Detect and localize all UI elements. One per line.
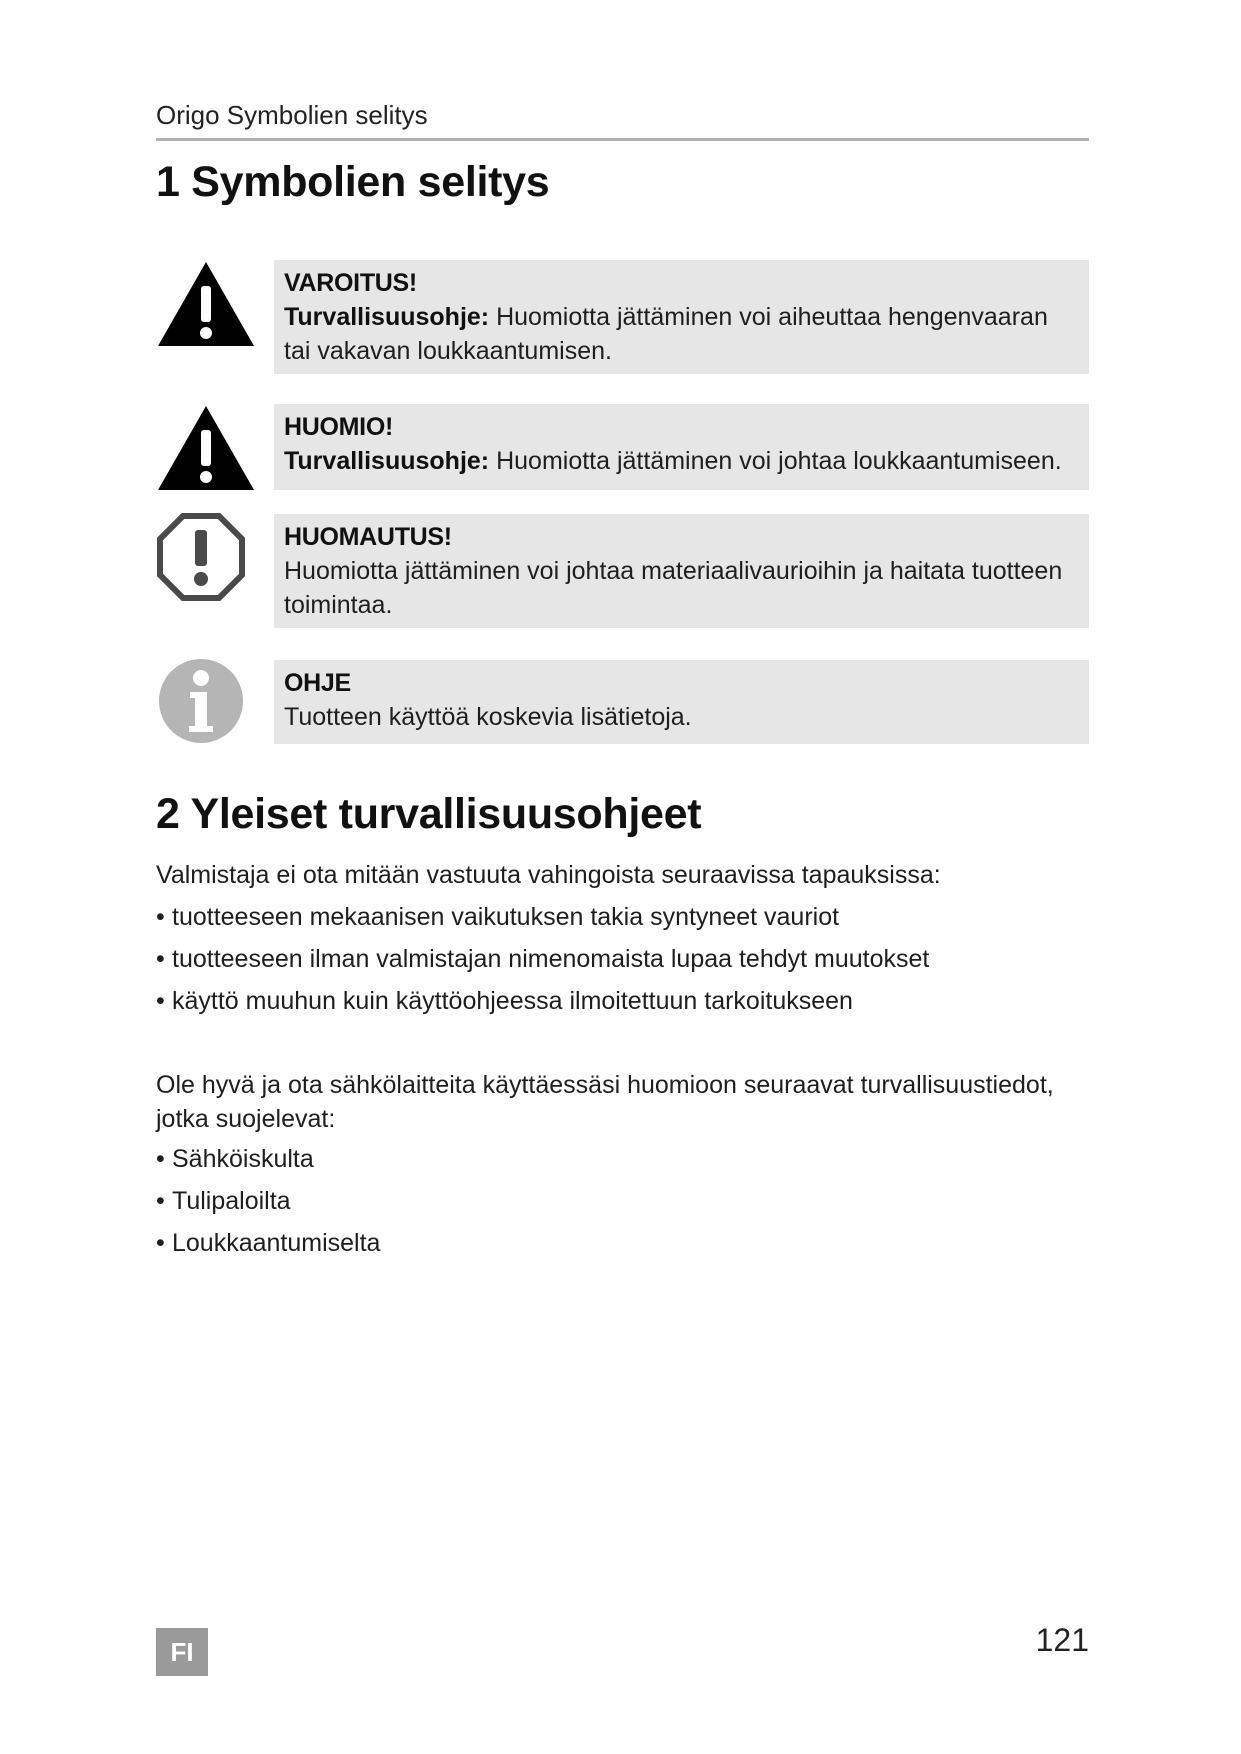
- list-item: • käyttö muuhun kuin käyttöohjeessa ilmoitettuun tarkoitukseen: [156, 984, 1089, 1026]
- caution-triangle-icon: [156, 404, 256, 494]
- bullet-icon: •: [156, 1145, 165, 1173]
- notice-caution-body: Huomiotta jättäminen voi johtaa loukkaantumiseen.: [489, 447, 1062, 475]
- page-number: 121: [1035, 1622, 1089, 1658]
- bullet-icon: •: [156, 903, 165, 931]
- notice-octagon-icon: [156, 512, 256, 602]
- safety-intro: Ole hyvä ja ota sähkölaitteita käyttäessäsi huomioon seuraavat turvallisuustiedot, jotka suojelevat:: [156, 1071, 1054, 1133]
- running-header: Origo Symbolien selitys: [156, 100, 428, 130]
- notice-note-title: HUOMAUTUS!: [284, 523, 452, 551]
- notice-warning-body: Huomiotta jättäminen voi aiheuttaa hengenvaaran tai vakavan loukkaantumisen.: [284, 303, 1048, 365]
- list-item: • tuotteeseen ilman valmistajan nimenomaista lupaa tehdyt muutokset: [156, 942, 1089, 984]
- bullet-icon: •: [156, 1187, 165, 1215]
- notice-caution-text: [284, 444, 1079, 478]
- notice-note: [156, 514, 1089, 634]
- notice-caution-lead: Turvallisuusohje:: [284, 447, 490, 475]
- notice-warning: [156, 260, 1089, 376]
- list-item: • Tulipaloilta: [156, 1184, 1089, 1226]
- notice-warning-box: [274, 260, 1089, 374]
- notice-warning-lead: Turvallisuusohje:: [284, 303, 490, 331]
- list-item: • Loukkaantumiselta: [156, 1226, 1089, 1268]
- notice-warning-text: [284, 300, 1079, 368]
- liability-list: [156, 900, 1089, 1026]
- liability-intro: Valmistaja ei ota mitään vastuuta vahingoista seuraavissa tapauksissa:: [156, 861, 941, 889]
- protection-list: [156, 1142, 1089, 1268]
- warning-triangle-icon: [156, 260, 256, 350]
- notice-info-box: [274, 660, 1089, 744]
- list-item: • tuotteeseen mekaanisen vaikutuksen takia syntyneet vauriot: [156, 900, 1089, 942]
- language-badge: FI: [156, 1628, 208, 1676]
- notice-note-text: Huomiotta jättäminen voi johtaa materiaalivaurioihin ja haitata tuotteen toimintaa.: [284, 557, 1063, 619]
- notice-caution-title: HUOMIO!: [284, 413, 393, 441]
- section-1-heading: 1 Symbolien selitys: [156, 158, 550, 206]
- info-circle-icon: [156, 656, 256, 746]
- notice-warning-title: VAROITUS!: [284, 269, 417, 297]
- bullet-icon: •: [156, 945, 165, 973]
- notice-info: [156, 660, 1089, 750]
- list-item: • Sähköiskulta: [156, 1142, 1089, 1184]
- bullet-icon: •: [156, 987, 165, 1015]
- notice-note-box: [274, 514, 1089, 628]
- notice-info-text: Tuotteen käyttöä koskevia lisätietoja.: [284, 703, 692, 731]
- notice-caution-box: [274, 404, 1089, 490]
- notice-info-title: OHJE: [284, 669, 351, 697]
- section-2-heading: 2 Yleiset turvallisuusohjeet: [156, 790, 702, 838]
- bullet-icon: •: [156, 1229, 165, 1257]
- header-divider: [156, 138, 1089, 141]
- notice-caution: [156, 404, 1089, 496]
